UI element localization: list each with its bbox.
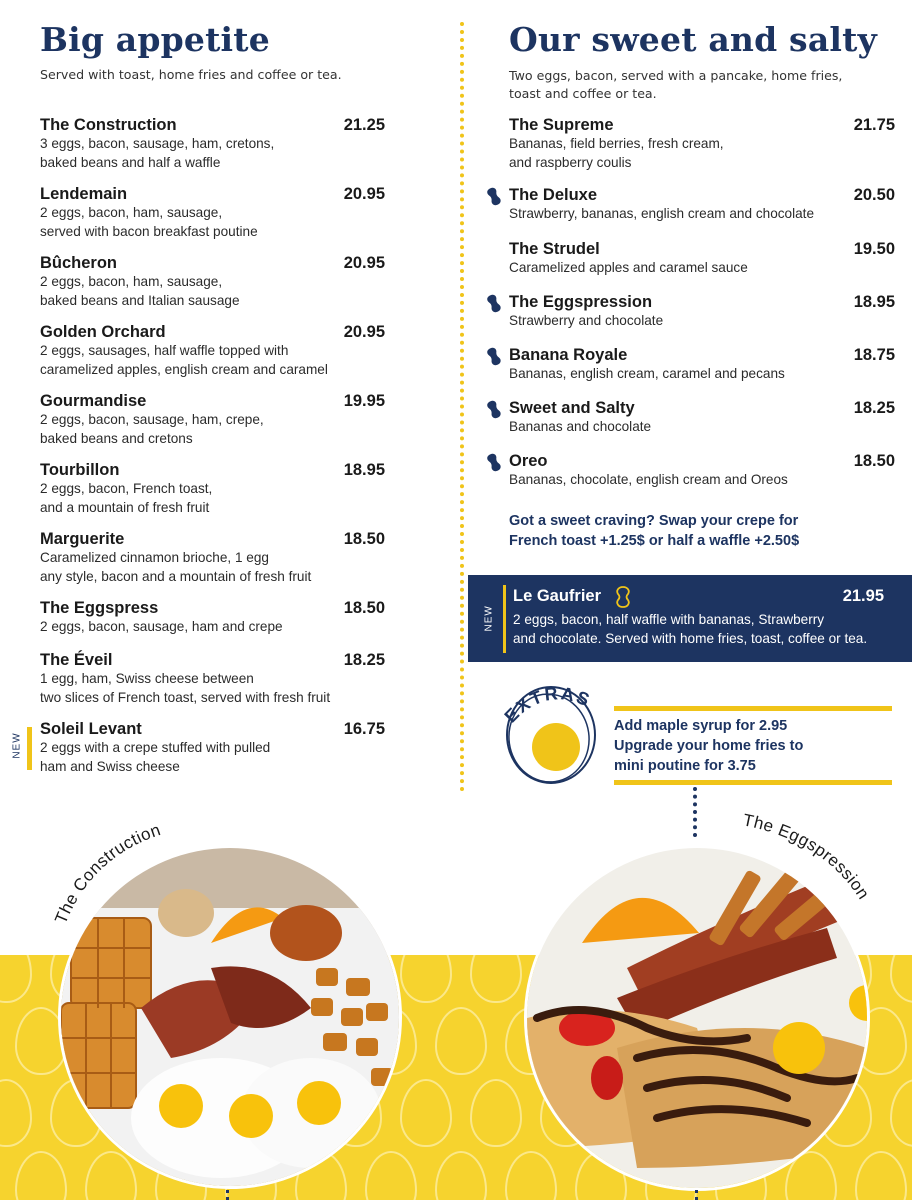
menu-item-price: 21.75 [853,116,895,134]
egg-outline-icon [400,1079,452,1147]
menu-item-price: 21.25 [343,116,385,134]
construction-caption-text: The Construction [51,820,164,927]
extras-badge-label: EXTRAS [500,683,595,727]
new-tag: NEW [11,732,23,759]
gaufrier-feature-box [468,575,912,662]
menu-item-price: 20.95 [343,323,385,341]
peanut-icon [487,347,501,366]
left-section-subtitle: Served with toast, home fries and coffee or tea. [40,67,342,82]
menu-item-price: 20.95 [343,254,385,272]
gaufrier-price: 21.95 [842,587,884,605]
extras-text: Add maple syrup for 2.95 Upgrade your home fries to mini poutine for 3.75 [614,718,804,774]
dotted-connector [226,1190,229,1200]
menu-item-name: Tourbillon [40,461,120,479]
extras-top-rule [614,706,892,711]
menu-item [509,451,895,490]
new-tag: NEW [483,605,495,632]
menu-item-name: The Strudel [509,240,600,258]
menu-item-price: 18.25 [343,651,385,669]
menu-item-price: 18.75 [853,346,895,364]
menu-item [509,115,895,172]
menu-item-name: Oreo [509,452,548,470]
menu-item-price: 18.25 [853,399,895,417]
egg-outline-icon [15,1151,67,1200]
menu-item-name: The Supreme [509,116,614,134]
egg-outline-icon [435,1007,487,1075]
peanut-icon [487,400,501,419]
menu-item-price: 18.50 [853,452,895,470]
menu-item [40,391,385,448]
egg-outline-icon [400,955,452,1003]
menu-item-description: 2 eggs, bacon, ham, sausage, baked beans and Italian sausage [40,274,240,308]
menu-item-price: 19.50 [853,240,895,258]
right-section-title: Our sweet and salty [509,20,877,59]
new-tag-bar [503,585,506,653]
dotted-connector [695,1190,698,1200]
gaufrier-name: Le Gaufrier [513,587,602,605]
menu-item [509,239,895,278]
svg-text:The Construction [51,820,163,926]
menu-item-description: Bananas, chocolate, english cream and Oreos [509,472,788,487]
peanut-icon [614,586,632,608]
menu-item-description: 2 eggs, bacon, sausage, ham and crepe [40,619,283,634]
menu-item-name: The Deluxe [509,186,598,204]
menu-item-name: Banana Royale [509,346,628,364]
menu-item-description: 2 eggs, bacon, French toast, and a mountain of fresh fruit [40,481,213,515]
menu-item [40,650,385,707]
craving-note: Got a sweet craving? Swap your crepe for French toast +1.25$ or half a waffle +2.50$ [509,513,800,549]
extras-bottom-rule [614,780,892,785]
column-divider [460,22,464,792]
menu-item [40,184,385,241]
menu-item-description: Bananas, english cream, caramel and pecans [509,366,785,381]
menu-item-description: 2 eggs, sausages, half waffle topped with caramelized apples, english cream and caramel [40,343,328,377]
menu-item-name: Gourmandise [40,392,147,410]
menu-item-price: 18.95 [343,461,385,479]
menu-item [40,460,385,517]
menu-item-name: The Eggspression [509,293,653,311]
menu-item-price: 18.50 [343,530,385,548]
egg-outline-icon [505,1151,557,1200]
menu-item [40,115,385,172]
menu-item [509,398,895,437]
peanut-icon [487,294,501,313]
menu-item-description: Bananas, field berries, fresh cream, and raspberry coulis [509,136,724,170]
menu-item-price: 20.95 [343,185,385,203]
menu-item-name: Soleil Levant [40,720,142,738]
menu-item-name: The Construction [40,116,177,134]
menu-item [40,719,385,776]
menu-item [509,292,895,331]
menu-item-price: 16.75 [343,720,385,738]
egg-outline-icon [0,1079,32,1147]
svg-text:The Eggspression [741,810,873,903]
menu-item-description: 2 eggs with a crepe stuffed with pulled ham and Swiss cheese [40,740,271,774]
menu-item-description: 2 eggs, bacon, ham, sausage, served with bacon breakfast poutine [40,205,258,239]
menu-item-name: Bûcheron [40,254,118,272]
menu-item-price: 19.95 [343,392,385,410]
menu-item [40,598,385,637]
menu-item-description: Caramelized cinnamon brioche, 1 egg any style, bacon and a mountain of fresh fruit [40,550,312,584]
egg-outline-icon [85,1151,137,1200]
egg-outline-icon [890,955,912,1003]
menu-item [40,322,385,379]
egg-outline-icon [365,1151,417,1200]
egg-outline-icon [890,1079,912,1147]
menu-item-name: Lendemain [40,185,128,203]
construction-caption [40,805,260,935]
egg-outline-icon [470,955,522,1003]
egg-outline-icon [0,955,32,1003]
gaufrier-description: 2 eggs, bacon, half waffle with bananas, Strawberry and chocolate. Served with home fries, toast, coffee or tea. [513,612,868,646]
menu-item-description: Strawberry, bananas, english cream and chocolate [509,206,815,221]
menu-item-name: Marguerite [40,530,125,548]
menu-item-price: 18.95 [853,293,895,311]
peanut-icon [487,453,501,472]
egg-outline-icon [435,1151,487,1200]
egg-outline-icon [470,1079,522,1147]
dotted-connector [693,787,697,837]
menu-item-price: 20.50 [853,186,895,204]
left-section-title: Big appetite [40,20,270,59]
menu-item-name: The Eggspress [40,599,159,617]
extras-egg-badge-icon [496,676,608,788]
right-section-subtitle: Two eggs, bacon, served with a pancake, home fries, toast and coffee or tea. [509,68,843,101]
menu-item-name: The Éveil [40,651,113,669]
menu-item-price: 18.50 [343,599,385,617]
svg-text:EXTRAS [501,683,595,726]
eggspression-caption-text: The Eggspression [741,810,874,903]
menu-item-description: Strawberry and chocolate [509,313,664,328]
new-tag-bar [27,727,32,770]
menu-item-description: Bananas and chocolate [509,419,652,434]
menu-item-description: Caramelized apples and caramel sauce [509,260,748,275]
menu-item [40,253,385,310]
eggspression-caption [730,805,912,955]
menu-item-description: 1 egg, ham, Swiss cheese between two slices of French toast, served with fresh fruit [40,671,331,705]
menu-item-description: 2 eggs, bacon, sausage, ham, crepe, baked beans and cretons [40,412,264,446]
menu-item [40,529,385,586]
peanut-icon [487,187,501,206]
menu-item-name: Sweet and Salty [509,399,635,417]
menu-item [509,185,895,224]
menu-item [509,345,895,384]
egg-outline-icon [855,1151,907,1200]
menu-item-description: 3 eggs, bacon, sausage, ham, cretons, baked beans and half a waffle [40,136,275,170]
menu-item-name: Golden Orchard [40,323,166,341]
